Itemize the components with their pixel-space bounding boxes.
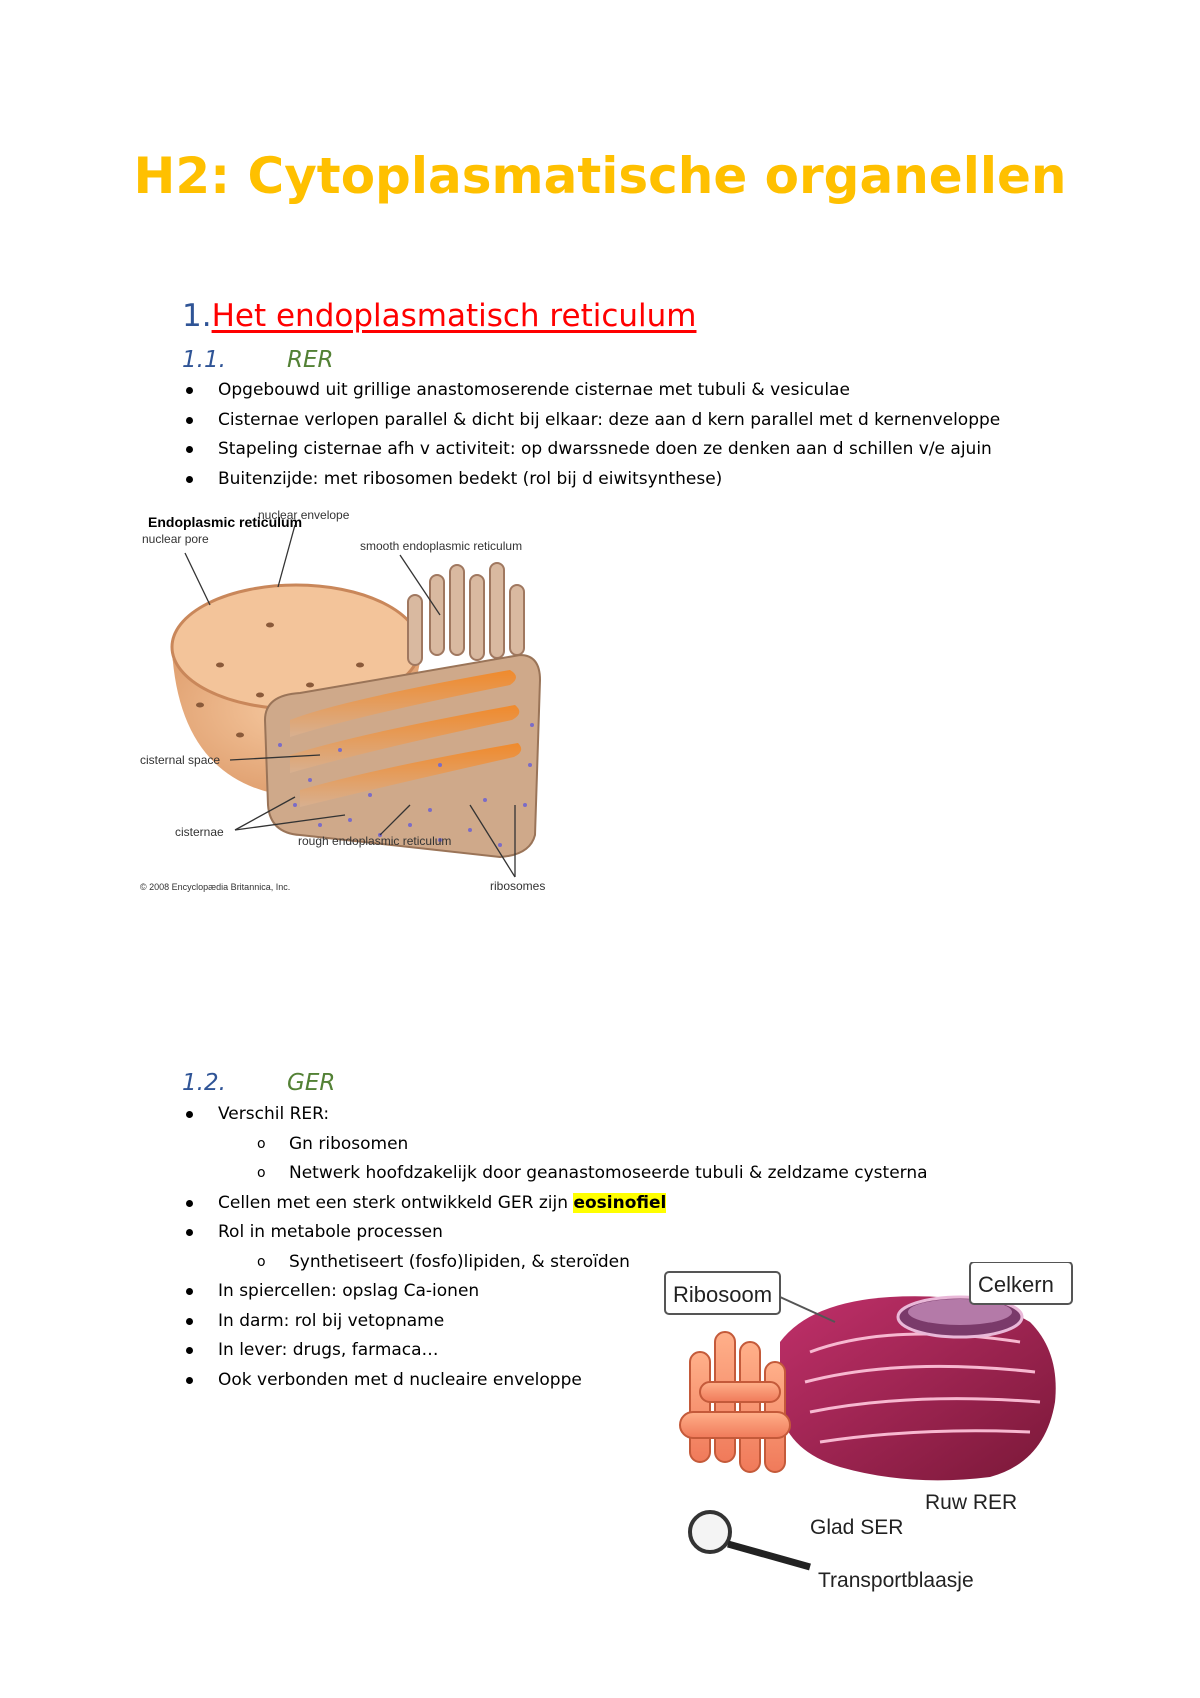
list-subitem: o Synthetiseert (fosfo)lipiden, & steroïden (182, 1248, 928, 1278)
label-celkern: Celkern (978, 1272, 1054, 1297)
figure-title: Endoplasmic reticulum (148, 514, 303, 530)
vesicle-pointer (728, 1544, 810, 1567)
label-smooth-er: smooth endoplasmic reticulum (360, 539, 523, 553)
label-transportblaasje: Transportblaasje (818, 1569, 974, 1592)
list-item: Opgebouwd uit grillige anastomoserende cisternae met tubuli & vesiculae (182, 376, 1000, 406)
endoplasmic-reticulum-figure (140, 505, 610, 970)
er-labeled-figure (660, 1262, 1080, 1592)
list-item: In darm: rol bij vetopname (182, 1307, 928, 1337)
list-item: Cisternae verlopen parallel & dicht bij elkaar: deze aan d kern parallel met d kernenveloppe (182, 406, 1000, 436)
subheading-title: GER (287, 1070, 336, 1096)
list-subitem: o Netwerk hoofdzakelijk door geanastomoseerde tubuli & zeldzame cysterna (182, 1159, 928, 1189)
label-nuclear-pore: nuclear pore (142, 532, 209, 546)
smooth-er-tubules (680, 1332, 790, 1472)
smooth-er-tubules (408, 563, 524, 665)
list-item (182, 1189, 928, 1219)
list-item: Rol in metabole processen (182, 1218, 928, 1248)
section-heading-er (182, 296, 696, 336)
list-item: Buitenzijde: met ribosomen bedekt (rol bij d eiwitsynthese) (182, 465, 1000, 495)
subheading-number: 1.2. (182, 1070, 226, 1096)
highlighted-term: eosinofiel (573, 1192, 667, 1213)
rer-bullet-list (182, 376, 1000, 494)
subheading-ger (182, 1068, 335, 1098)
list-item-text: Cellen met een sterk ontwikkeld GER zijn (218, 1192, 574, 1213)
label-ruw-rer: Ruw RER (925, 1491, 1018, 1514)
section-number: 1. (182, 298, 212, 334)
list-item: Verschil RER: (182, 1100, 928, 1130)
list-item: Ook verbonden met d nucleaire enveloppe (182, 1366, 928, 1396)
page-title: H2: Cytoplasmatische organellen (133, 147, 1067, 205)
list-item: Stapeling cisternae afh v activiteit: op dwarssnede doen ze denken aan d schillen v/e ajuin (182, 435, 1000, 465)
list-item: In lever: drugs, farmaca… (182, 1336, 928, 1366)
figure-copyright: © 2008 Encyclopædia Britannica, Inc. (140, 882, 291, 892)
list-subitem: o Gn ribosomen (182, 1130, 928, 1160)
label-nuclear-envelope: nuclear envelope (258, 508, 350, 522)
label-cisternae: cisternae (175, 825, 224, 839)
label-ribosoom: Ribosoom (673, 1282, 773, 1307)
subheading-number: 1.1. (182, 347, 226, 373)
subheading-title: RER (287, 347, 334, 373)
vesicle-icon (690, 1512, 730, 1552)
label-cisternal-space: cisternal space (140, 753, 221, 767)
label-glad-ser: Glad SER (810, 1516, 904, 1539)
subheading-rer (182, 345, 334, 375)
section-title: Het endoplasmatisch reticulum (211, 298, 697, 334)
label-ribosomes: ribosomes (490, 879, 546, 893)
list-item: In spiercellen: opslag Ca-ionen (182, 1277, 928, 1307)
label-rough-er: rough endoplasmic reticulum (298, 834, 452, 848)
